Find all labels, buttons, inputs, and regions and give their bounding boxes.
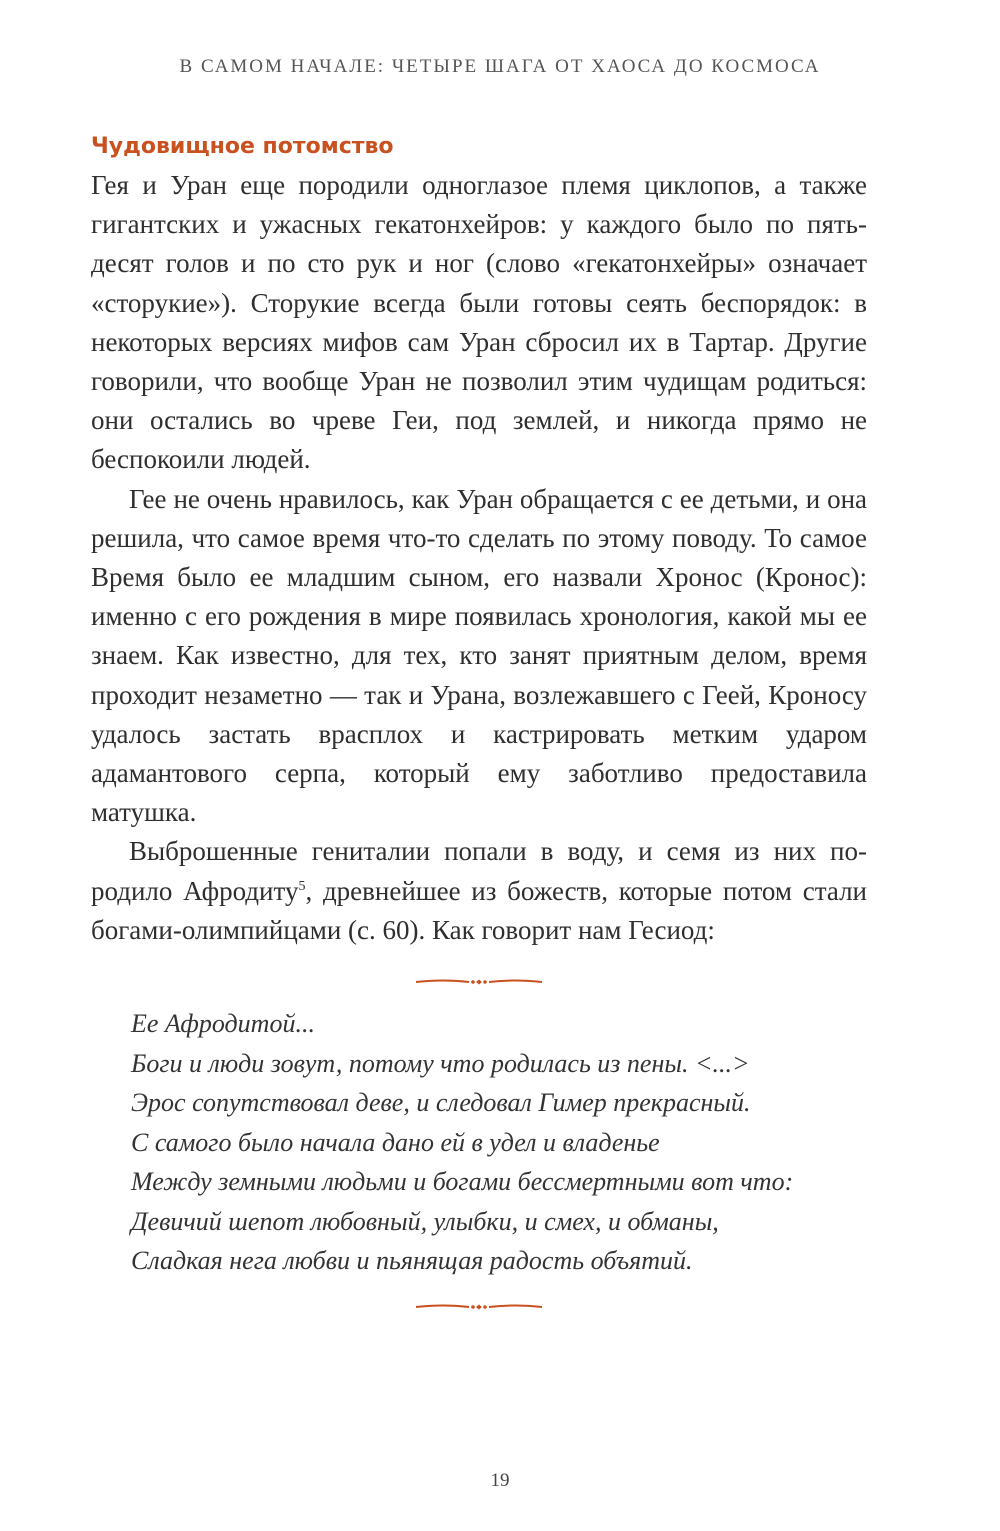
poem-line: Боги и люди зовут, потому что родилась из пены. <...> xyxy=(131,1048,750,1078)
poem-line: Сладкая нега любви и пьянящая радость объятий. xyxy=(131,1246,693,1276)
poem-line: Между земными людьми и богами бессмертными вот что: xyxy=(131,1167,794,1197)
paragraph-2: Гее не очень нравилось, как Уран обращается с ее детьми, и она решила, что самое время что-то сделать по этому поводу. То самое Время было ее младшим сыном, его назвали Хронос (Кронос): именно с его рождения в мире появилась хронология, какой мы ее знаем. Как известно, для тех, кто занят приятным делом, время проходит незаметно — так и Урана, возлежавшего с Геей, Кроносу удалось застать врасплох и кастрировать метким ударом адамантового серпа, который ему заботливо предоставила матушка. xyxy=(91,483,867,828)
poem-line: С самого было начала дано ей в удел и владенье xyxy=(131,1127,660,1157)
footnote-marker[interactable]: 5 xyxy=(298,878,306,894)
poem-line: Эрос сопутствовал деве, и следовал Гимер прекрасный. xyxy=(131,1088,751,1118)
poem-line: Ее Афродитой... xyxy=(131,1009,315,1039)
paragraph-1: Гея и Уран еще породили одноглазое племя циклопов, а также гигантских и ужасных гекатонхейров: у каждого было по пятьдесят голов и по сто рук и ног (слово «гекатонхейры» означает «сторукие»). Сторукие всегда были готовы сеять беспорядок: в некоторых версиях мифов сам Уран сбросил их в Тартар. Другие говорили, что вообще Уран не позволил этим чудищам родиться: они остались во чреве Геи, под землей, и никогда прямо не беспокоили людей. xyxy=(91,170,867,475)
poem-quote xyxy=(91,1004,867,1281)
paragraph-3 xyxy=(91,832,867,950)
running-header: В САМОМ НАЧАЛЕ: ЧЕТЫРЕ ШАГА ОТ ХАОСА ДО КОСМОСА xyxy=(179,56,821,77)
page-number: 19 xyxy=(490,1470,510,1491)
paragraph-3-text-start: Выброшенные гениталии попали в воду, и семя из них породило Афродиту xyxy=(91,836,867,906)
ornament-divider-top xyxy=(414,976,544,988)
page-content xyxy=(91,128,867,1313)
poem-line: Девичий шепот любовный, улыбки, и смех, и обманы, xyxy=(131,1206,719,1236)
paragraph-3-text-end: , древнейшее из божеств, которые потом стали богами-олимпийцами (с. 60). Как говорит нам Гесиод: xyxy=(91,875,868,945)
ornament-divider-bottom xyxy=(414,1301,544,1313)
section-heading: Чудовищное потомство xyxy=(91,134,394,159)
